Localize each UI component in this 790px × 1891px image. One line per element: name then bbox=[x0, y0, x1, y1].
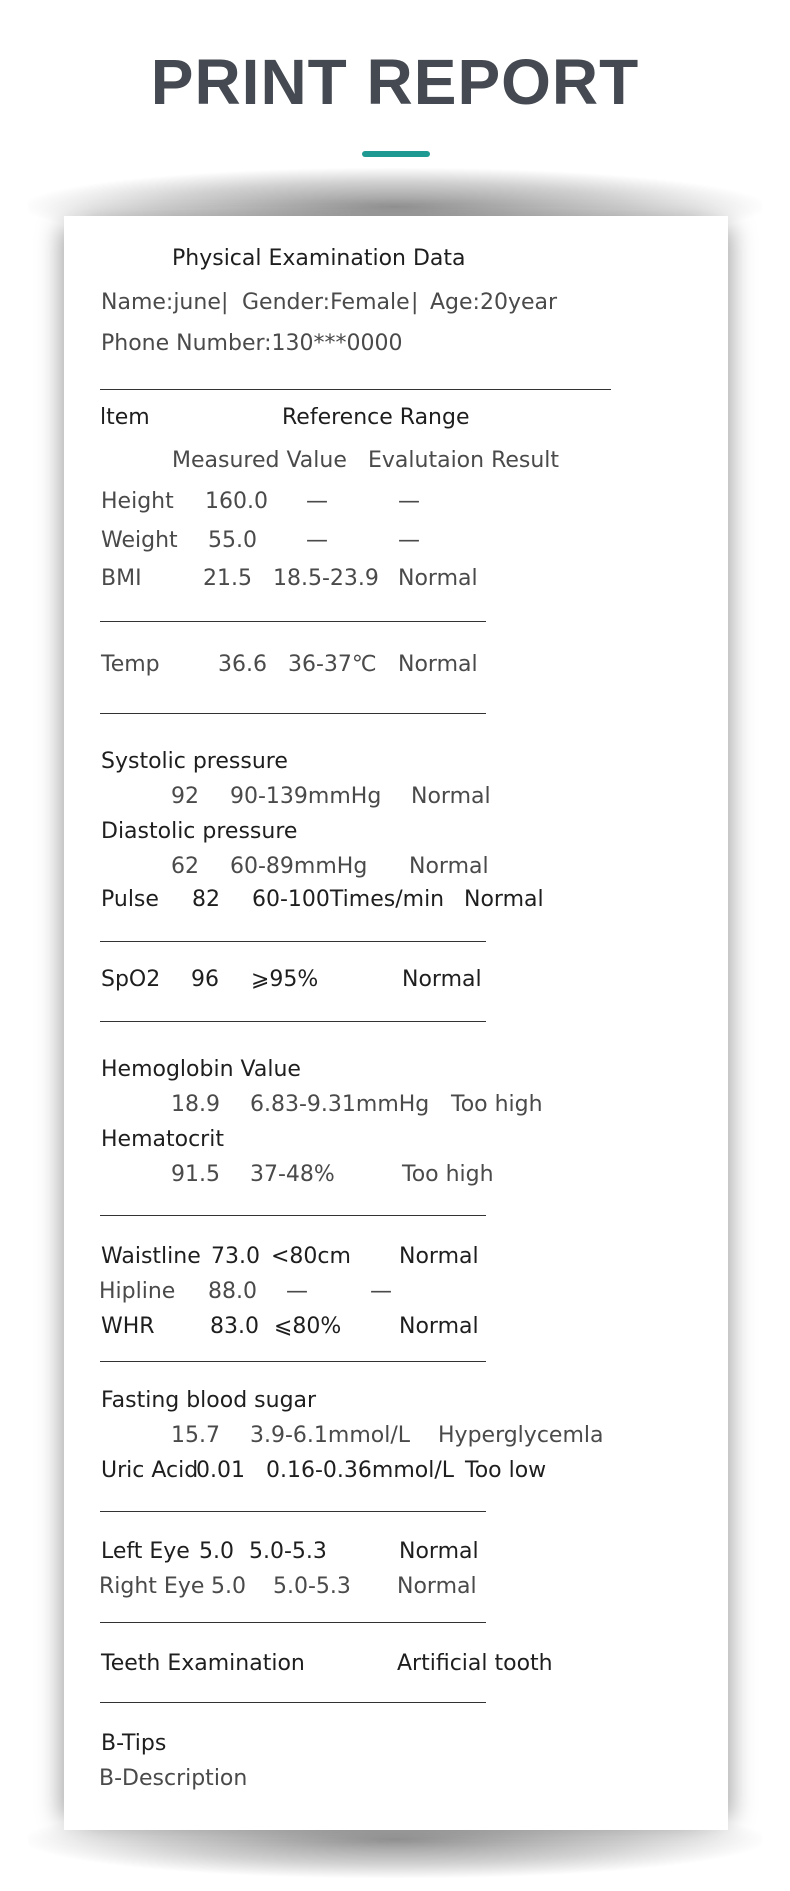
divider bbox=[100, 1021, 486, 1022]
row-value: 88.0 bbox=[208, 1279, 257, 1304]
row-value: 36.6 bbox=[218, 652, 267, 677]
row-result: Too high bbox=[451, 1092, 543, 1117]
row-label: Hipline bbox=[99, 1279, 176, 1304]
row-range: 60-89mmHg bbox=[230, 854, 368, 879]
separator: | bbox=[411, 290, 419, 315]
row-result: Too low bbox=[465, 1458, 547, 1483]
row-range: 3.9-6.1mmol/L bbox=[250, 1423, 411, 1448]
report-heading: Physical Examination Data bbox=[172, 246, 466, 271]
row-label: BMI bbox=[101, 566, 142, 591]
row-label: Height bbox=[101, 489, 174, 514]
column-item: ltem bbox=[100, 405, 150, 430]
row-label: WHR bbox=[101, 1314, 155, 1339]
row-label: Teeth Examination bbox=[101, 1651, 305, 1676]
divider bbox=[100, 621, 486, 622]
row-value: 82 bbox=[192, 887, 220, 912]
row-value: 55.0 bbox=[208, 528, 257, 553]
row-range: 5.0-5.3 bbox=[273, 1574, 351, 1599]
row-label: Diastolic pressure bbox=[101, 819, 298, 844]
row-label: Right Eye bbox=[99, 1574, 205, 1599]
patient-phone: Phone Number:130***0000 bbox=[101, 331, 403, 356]
row-value: 73.0 bbox=[211, 1244, 260, 1269]
row-value: 15.7 bbox=[171, 1423, 220, 1448]
row-result: — bbox=[398, 489, 420, 514]
row-value: 62 bbox=[171, 854, 199, 879]
row-result: Normal bbox=[399, 1244, 479, 1269]
row-value: 18.9 bbox=[171, 1092, 220, 1117]
receipt-paper bbox=[64, 216, 728, 1830]
row-result: Artificial tooth bbox=[397, 1651, 553, 1676]
row-value: 5.0 bbox=[199, 1539, 234, 1564]
row-range: ⩽80% bbox=[274, 1314, 342, 1339]
row-value: 5.0 bbox=[211, 1574, 246, 1599]
divider bbox=[100, 1511, 486, 1512]
row-result: Normal bbox=[464, 887, 544, 912]
row-result: Normal bbox=[398, 652, 478, 677]
row-value: 0.01 bbox=[196, 1458, 245, 1483]
row-result: Normal bbox=[402, 967, 482, 992]
divider bbox=[100, 1622, 486, 1623]
row-label: Hemoglobin Value bbox=[101, 1057, 301, 1082]
row-value: 96 bbox=[191, 967, 219, 992]
row-label: Waistline bbox=[101, 1244, 201, 1269]
divider bbox=[100, 941, 486, 942]
row-label: Pulse bbox=[101, 887, 159, 912]
row-range: 90-139mmHg bbox=[230, 784, 382, 809]
divider bbox=[100, 713, 486, 714]
patient-gender: Gender:Female bbox=[242, 290, 410, 315]
row-range: — bbox=[306, 489, 328, 514]
page-title: PRINT REPORT bbox=[150, 46, 640, 118]
row-range: — bbox=[286, 1279, 308, 1304]
row-label: Systolic pressure bbox=[101, 749, 288, 774]
row-result: — bbox=[398, 528, 420, 553]
row-label: Temp bbox=[101, 652, 160, 677]
row-result: Normal bbox=[409, 854, 489, 879]
row-label: Fasting blood sugar bbox=[101, 1388, 317, 1413]
divider bbox=[100, 1702, 486, 1703]
row-range: 6.83-9.31mmHg bbox=[250, 1092, 430, 1117]
divider bbox=[100, 1215, 486, 1216]
separator: | bbox=[221, 290, 229, 315]
patient-age: Age:20year bbox=[430, 290, 558, 315]
row-range: 37-48% bbox=[250, 1162, 335, 1187]
row-value: 91.5 bbox=[171, 1162, 220, 1187]
row-range: 18.5-23.9 bbox=[273, 566, 379, 591]
tips-label: B-Tips bbox=[101, 1731, 167, 1756]
row-range: — bbox=[306, 528, 328, 553]
tips-description: B-Description bbox=[99, 1766, 248, 1791]
column-reference-range: Reference Range bbox=[282, 405, 470, 430]
row-result: Normal bbox=[399, 1539, 479, 1564]
row-label: Left Eye bbox=[101, 1539, 190, 1564]
row-result: Normal bbox=[399, 1314, 479, 1339]
row-range: 0.16-0.36mmol/L bbox=[266, 1458, 455, 1483]
row-range: <80cm bbox=[271, 1244, 351, 1269]
row-label: Weight bbox=[101, 528, 178, 553]
divider bbox=[100, 1361, 486, 1362]
title-underline-accent bbox=[362, 151, 430, 157]
row-range: 60-100Times/min bbox=[252, 887, 445, 912]
row-range: 36-37℃ bbox=[288, 652, 377, 677]
row-value: 83.0 bbox=[210, 1314, 259, 1339]
row-result: Normal bbox=[411, 784, 491, 809]
row-result: Too high bbox=[402, 1162, 494, 1187]
column-evaluation-result: Evalutaion Result bbox=[368, 448, 560, 473]
row-result: Hyperglycemla bbox=[438, 1423, 604, 1448]
row-label: SpO2 bbox=[101, 967, 161, 992]
column-measured-value: Measured Value bbox=[172, 448, 347, 473]
row-result: — bbox=[370, 1279, 392, 1304]
row-label: Hematocrit bbox=[101, 1127, 224, 1152]
row-label: Uric Acid bbox=[101, 1458, 199, 1483]
patient-name: Name:june bbox=[101, 290, 221, 315]
divider bbox=[100, 389, 611, 390]
row-range: 5.0-5.3 bbox=[249, 1539, 327, 1564]
row-value: 160.0 bbox=[205, 489, 268, 514]
row-result: Normal bbox=[398, 566, 478, 591]
row-result: Normal bbox=[397, 1574, 477, 1599]
row-range: ⩾95% bbox=[251, 967, 319, 992]
row-value: 21.5 bbox=[203, 566, 252, 591]
row-value: 92 bbox=[171, 784, 199, 809]
